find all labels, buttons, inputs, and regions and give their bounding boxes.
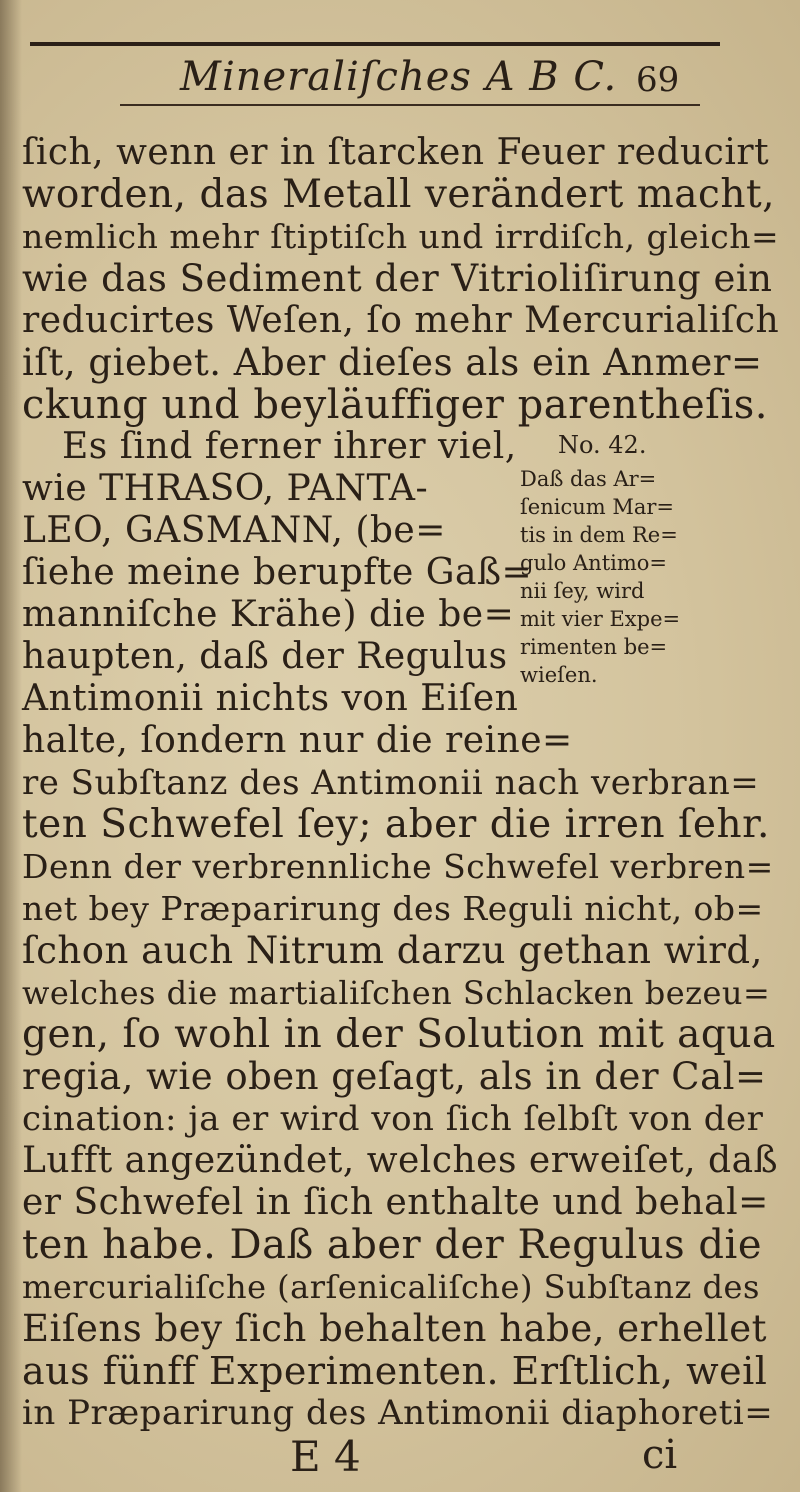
text-line: aus fünff Experimenten. Erſtlich, weil (22, 1349, 768, 1393)
note-line: wieſen. (520, 663, 598, 687)
text-line: ten habe. Daß aber der Regulus die (22, 1222, 762, 1268)
note-number: No. 42. (558, 431, 647, 459)
text-line: LEO, GASMANN, (be= (22, 510, 446, 551)
text-line: ſich, wenn er in ſtarcken Feuer reducirt (22, 132, 770, 173)
text-line: ten Schwefel ſey; aber die irren ſehr. (22, 802, 770, 847)
text-line: er Schwefel in ſich enthalte und behal= (22, 1182, 769, 1223)
text-line: gen, ſo wohl in der Solution mit aqua (22, 1012, 776, 1057)
text-line: worden, das Metall verändert macht, (22, 172, 776, 217)
text-line: ſchon auch Nitrum darzu gethan wird, (22, 929, 763, 972)
text-line: mercurialiſche (arſenicaliſche) Subſtanz des (22, 1268, 760, 1306)
text-line: Lufft angezündet, welches erweiſet, daß (22, 1140, 779, 1181)
text-line: halte, ſondern nur die reine= (22, 720, 573, 761)
text-line: Antimonii nichts von Eiſen (22, 678, 519, 719)
text-line: regia, wie oben geſagt, als in der Cal= (22, 1055, 767, 1098)
text-line: haupten, daß der Regulus (22, 636, 508, 677)
note-line: nii ſey, wird (520, 579, 645, 603)
header-rule (120, 104, 700, 106)
text-line: ckung und beyläuffiger parentheſis. (22, 382, 768, 428)
text-line: wie THRASO, PANTA- (22, 468, 429, 509)
text-line: ſiehe meine berupfte Gaß= (22, 552, 533, 593)
binding-shadow (0, 0, 22, 1492)
text-line: reducirtes Weſen, ſo mehr Mercurialiſch (22, 300, 780, 341)
text-line: in Præparirung des Antimonii diaphoreti= (22, 1393, 774, 1433)
running-header (30, 50, 720, 106)
catchword: ci (642, 1432, 678, 1478)
text-line: Denn der verbrennliche Schwefel verbren= (22, 847, 774, 886)
text-line: Eiſens bey ſich behalten habe, erhellet (22, 1307, 767, 1350)
text-line: cination: ja er wird von ſich ſelbſt von der (22, 1099, 764, 1139)
text-line: iſt, giebet. Aber dieſes als ein Anmer= (22, 341, 763, 384)
note-line: ſenicum Mar= (520, 495, 674, 519)
text-line: re Subſtanz des Antimonii nach verbran= (22, 763, 760, 803)
text-line: wie das Sediment der Vitrioliſirung ein (22, 257, 773, 300)
text-line: Es ſind ferner ihrer viel, (62, 426, 517, 467)
note-line: rimenten be= (520, 635, 668, 659)
signature-mark: E 4 (290, 1432, 361, 1481)
page-number: 69 (636, 60, 680, 100)
note-line: Daß das Ar= (520, 467, 657, 491)
text-line: net bey Præparirung des Reguli nicht, ob= (22, 889, 764, 928)
text-line: welches die martialiſchen Schlacken bezeu= (22, 974, 771, 1012)
note-line: tis in dem Re= (520, 523, 678, 547)
top-rule (30, 42, 720, 46)
note-line: gulo Antimo= (520, 551, 667, 575)
running-title: Mineraliſches A B C. (180, 54, 618, 100)
note-line: mit vier Expe= (520, 607, 681, 631)
text-line: nemlich mehr ſtiptiſch und irrdiſch, gleich= (22, 217, 780, 256)
text-line: manniſche Krähe) die be= (22, 594, 515, 635)
